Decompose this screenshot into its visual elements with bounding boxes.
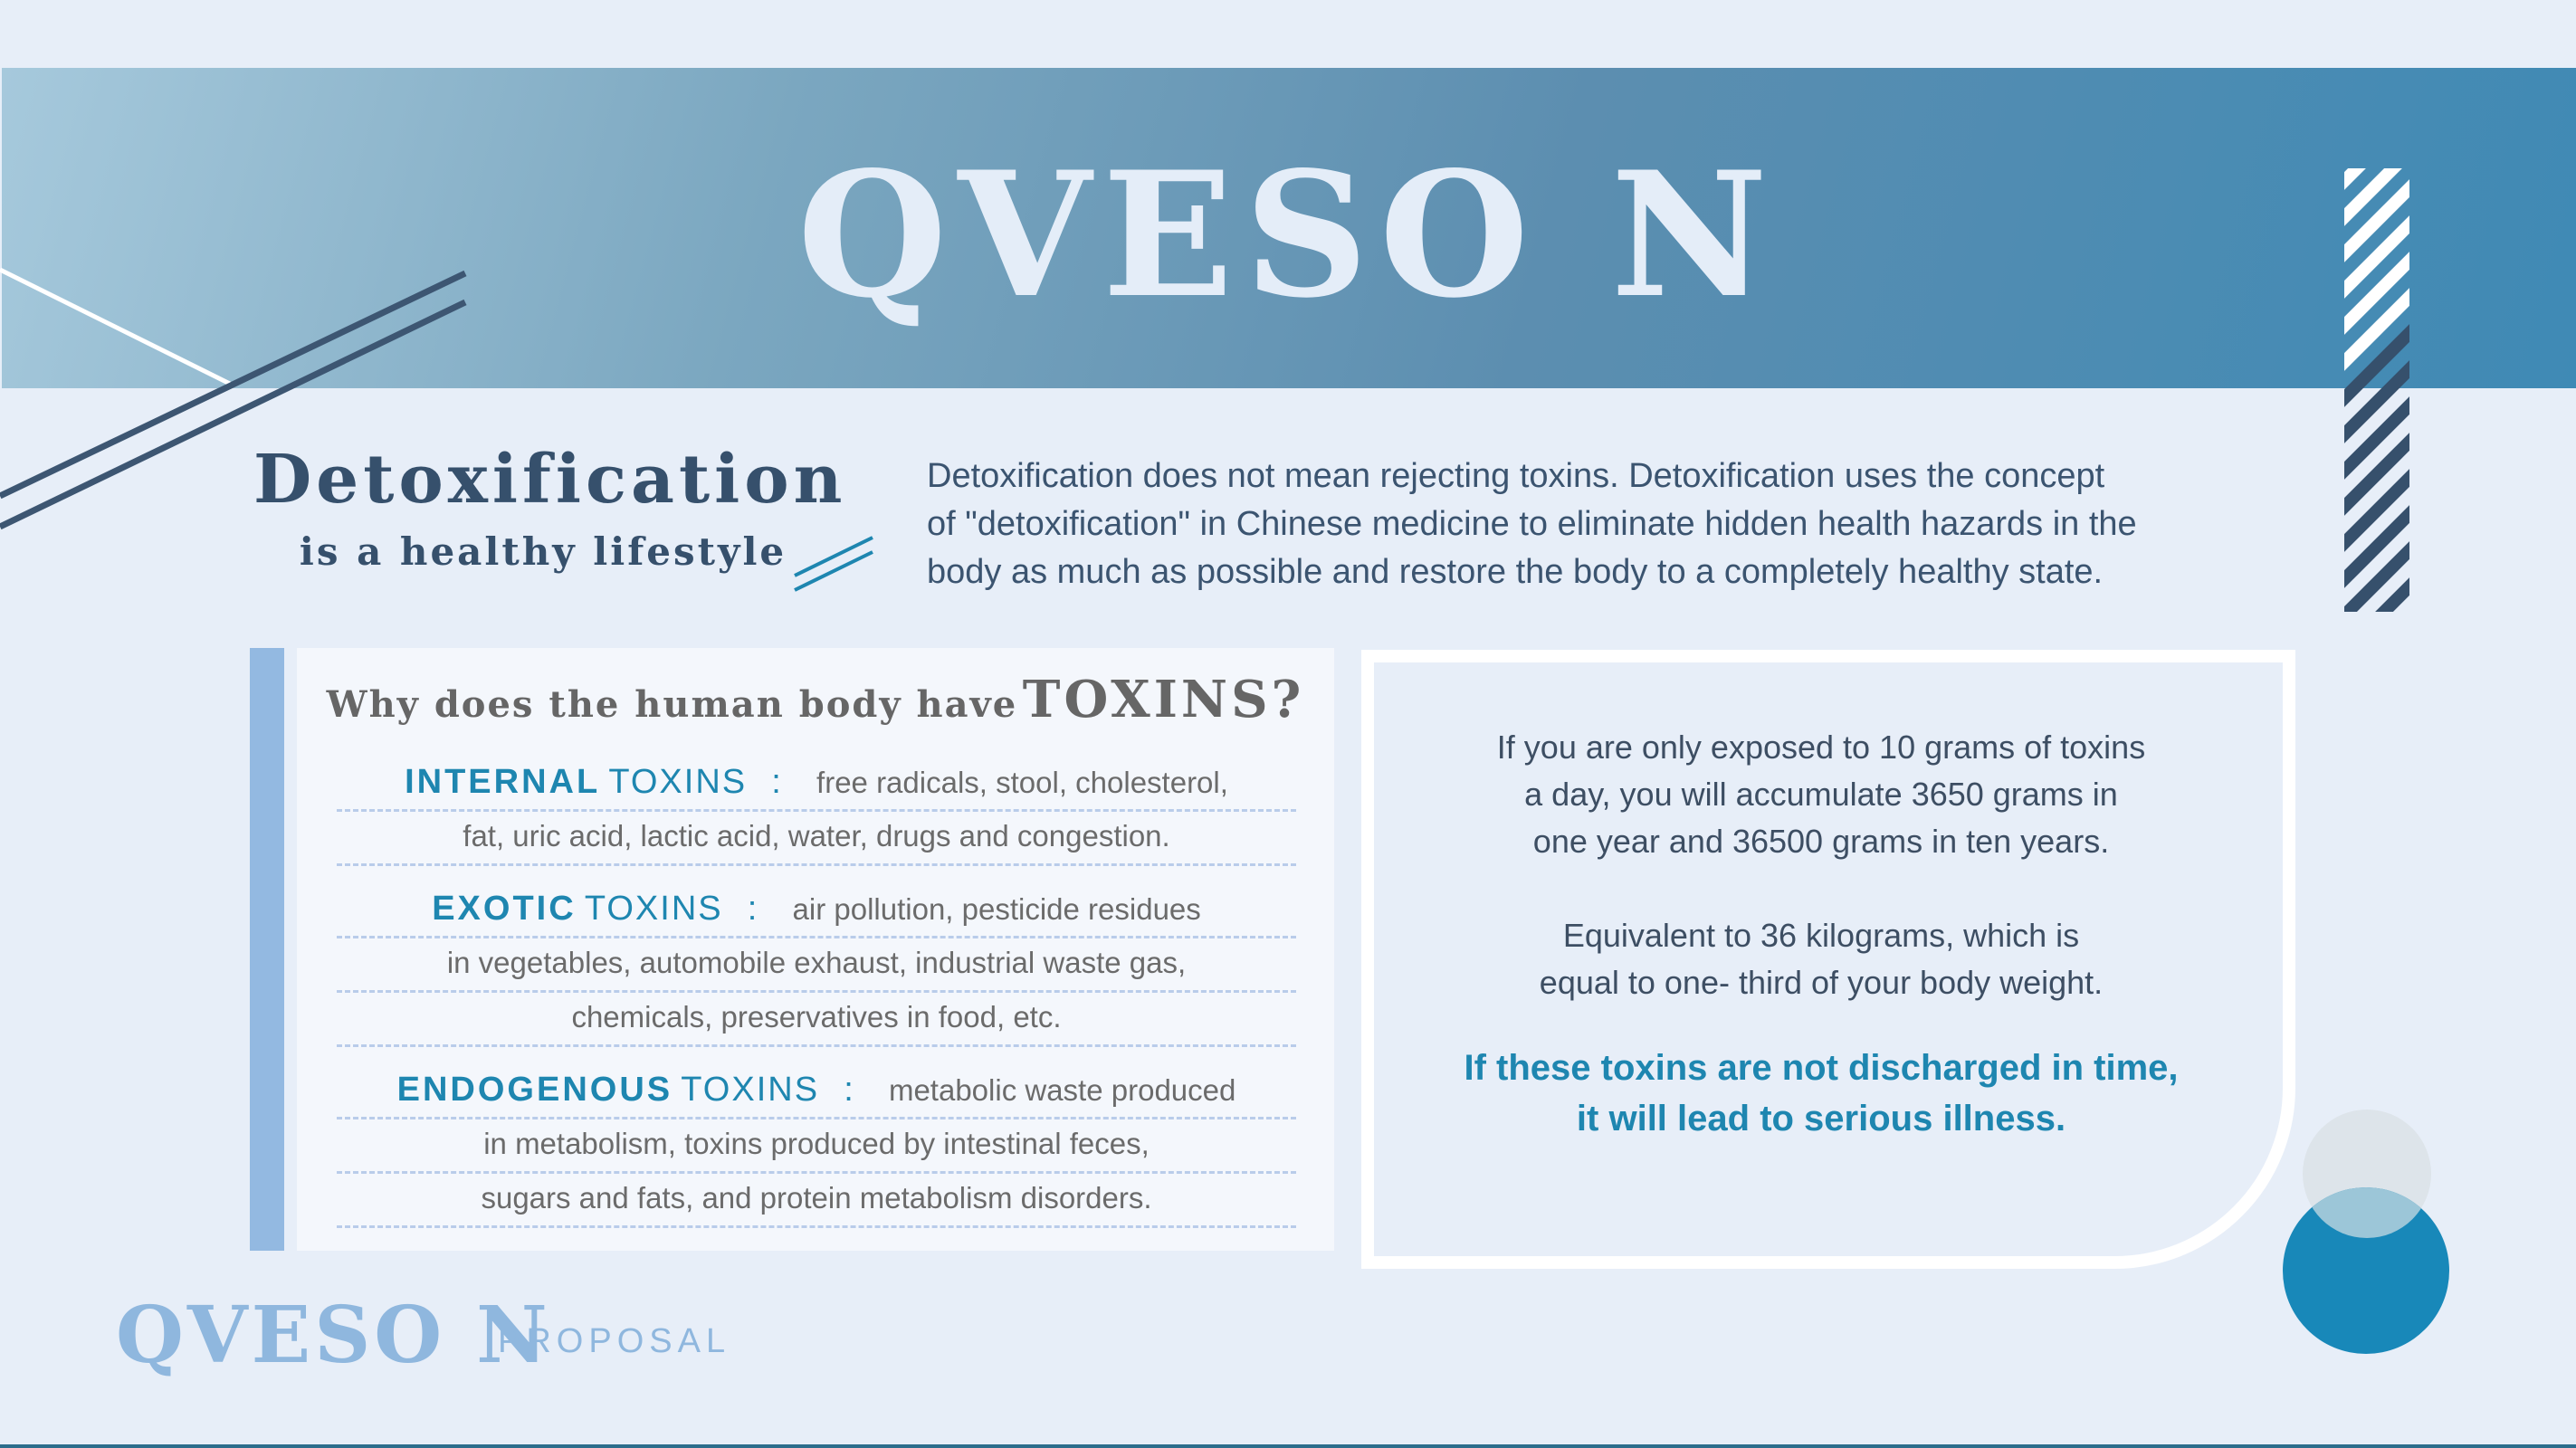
exotic-toxins-line [337, 881, 1296, 938]
facts-line: a day, you will accumulate 3650 grams in [1524, 776, 2118, 813]
warning-line: it will lead to serious illness. [1576, 1099, 2066, 1138]
internal-text: free radicals, stool, cholesterol, [816, 766, 1228, 799]
facts-paragraph-2 [1367, 912, 2275, 1006]
endogenous-toxins-line [337, 1062, 1296, 1119]
circle-overlap [2303, 1110, 2431, 1238]
endogenous-label: TOXINS [681, 1071, 820, 1109]
endogenous-keyword: ENDOGENOUS [396, 1071, 673, 1109]
endogenous-text: metabolic waste produced [888, 1073, 1236, 1107]
striped-bar [2317, 81, 2444, 679]
white-diagonal-line [0, 270, 230, 384]
facts-line: Equivalent to 36 kilograms, which is [1562, 917, 2080, 954]
intro-line: body as much as possible and restore the body to a completely healthy state. [927, 553, 2104, 591]
endogenous-toxins-line-2: in metabolism, toxins produced by intestinal feces, [337, 1117, 1296, 1174]
exotic-toxins-line-2: in vegetables, automobile exhaust, industrial waste gas, [337, 936, 1296, 993]
intro-paragraph [927, 452, 2257, 596]
endogenous-colon: : [844, 1071, 854, 1109]
endogenous-toxins-line-3: sugars and fats, and protein metabolism disorders. [337, 1171, 1296, 1228]
toxins-question [297, 670, 1334, 729]
heading-main: Detoxification [253, 441, 847, 519]
question-emphasis: TOXINS? [1022, 670, 1305, 729]
card-accent-bar [250, 648, 284, 1251]
footer-logo: QVESO N [116, 1290, 551, 1381]
internal-label: TOXINS [608, 763, 748, 801]
internal-toxins-line-2: fat, uric acid, lactic acid, water, drugs and congestion. [337, 809, 1296, 866]
internal-keyword: INTERNAL [405, 763, 601, 801]
exotic-text: air pollution, pesticide residues [792, 892, 1201, 926]
facts-warning [1367, 1043, 2275, 1144]
exotic-colon: : [747, 890, 758, 928]
heading-sub: is a healthy lifestyle [299, 529, 787, 574]
footer-label: PROPOSAL [498, 1322, 731, 1360]
facts-paragraph-1 [1367, 724, 2275, 865]
intro-line: Detoxification does not mean rejecting toxins. Detoxification uses the concept [927, 457, 2105, 495]
facts-line: one year and 36500 grams in ten years. [1532, 823, 2110, 860]
question-prefix: Why does the human body have [326, 683, 1018, 726]
exotic-keyword: EXOTIC [432, 890, 577, 928]
section-heading [253, 434, 847, 579]
internal-colon: : [771, 763, 781, 801]
intro-line: of "detoxification" in Chinese medicine to eliminate hidden health hazards in the [927, 505, 2137, 543]
page-title: QVESO N [797, 134, 1779, 336]
exotic-toxins-line-3: chemicals, preservatives in food, etc. [337, 990, 1296, 1047]
exotic-label: TOXINS [584, 890, 723, 928]
internal-toxins-line [337, 755, 1296, 812]
bottom-border [0, 1444, 2576, 1448]
facts-line: equal to one- third of your body weight. [1539, 964, 2104, 1001]
warning-line: If these toxins are not discharged in time, [1464, 1048, 2179, 1088]
facts-line: If you are only exposed to 10 grams of toxins [1496, 729, 2146, 766]
